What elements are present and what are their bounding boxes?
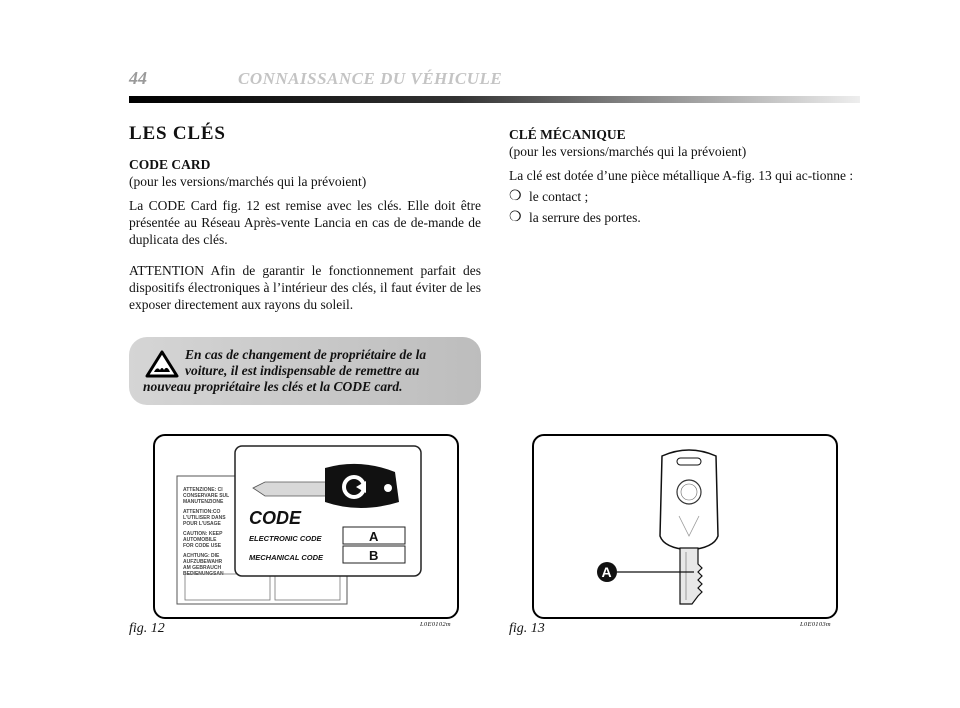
bullet-mark: ❍ — [509, 189, 522, 204]
figure-12-code: L0E0102m — [420, 621, 451, 628]
back-line: L'UTILISER DANS — [183, 515, 226, 521]
page-number: 44 — [129, 68, 147, 88]
warning-triangle-icon — [145, 350, 179, 378]
bullet-text: la serrure des portes. — [529, 210, 641, 225]
mechanical-key-paragraph: La clé est dotée d’une pièce métallique A-fig. 13 qui ac-tionne : — [509, 168, 854, 183]
back-line: MANUTENZIONE — [183, 499, 224, 505]
list-item — [509, 188, 859, 205]
figure-12-label: fig. 12 — [129, 621, 165, 636]
code-card-illustration — [155, 436, 457, 617]
chapter-title: CONNAISSANCE DU VÉHICULE — [238, 69, 503, 88]
back-line: POUR L'USAGE — [183, 521, 221, 527]
mechanical-key-note: (pour les versions/marchés qui la prévoient) — [509, 144, 747, 159]
back-line: AUTOMOBILE — [183, 537, 217, 543]
figure-13-code: L0E0103m — [800, 621, 831, 628]
code-card-heading: CODE CARD — [129, 157, 211, 172]
section-heading: LES CLÉS — [129, 123, 226, 144]
back-line: FOR CODE USE — [183, 543, 222, 549]
warning-box — [129, 337, 481, 405]
back-line: BEDIENUNGSAN — [183, 571, 224, 577]
back-line: AM GEBRAUCH — [183, 565, 222, 571]
back-line: CONSERVARE SUL — [183, 493, 230, 499]
warning-text — [143, 347, 469, 395]
electronic-code-letter: A — [369, 529, 379, 544]
warning-line-1: En cas de changement de propriétaire de la — [185, 347, 427, 362]
bullet-text: le contact ; — [529, 189, 589, 204]
warning-line-2: voiture, il est indispensable de remettre au — [185, 363, 420, 378]
left-column — [129, 156, 481, 313]
right-column — [509, 126, 859, 226]
figure-13-label: fig. 13 — [509, 621, 545, 636]
code-card-paragraph: La CODE Card fig. 12 est remise avec les clés. Elle doit être présentée au Réseau Après-vente Lancia en cas de de-mande de duplicata des clés. — [129, 198, 481, 247]
marker-a-label: A — [601, 564, 612, 580]
mechanical-code-label: MECHANICAL CODE — [249, 553, 324, 562]
figure-12-frame — [153, 434, 459, 619]
list-item — [509, 209, 859, 226]
mechanical-code-letter: B — [369, 548, 379, 563]
warning-line-3: nouveau propriétaire les clés et la CODE card. — [143, 379, 403, 394]
back-line: ATTENZIONE: CI — [183, 487, 223, 493]
back-line: CAUTION: KEEP — [183, 531, 223, 537]
mechanical-key-illustration — [534, 436, 836, 617]
attention-paragraph: ATTENTION Afin de garantir le fonctionnement parfait des dispositifs électroniques à l’intérieur des clés, il faut éviter de les exposer directement aux rayons du soleil. — [129, 263, 481, 312]
back-line: AUFZUBEWAHR — [183, 559, 223, 565]
back-line: ATTENTION:CO — [183, 509, 221, 515]
mechanical-key-heading: CLÉ MÉCANIQUE — [509, 127, 626, 142]
back-line: ACHTUNG: DIE — [183, 553, 220, 559]
code-card-note: (pour les versions/marchés qui la prévoient) — [129, 174, 367, 189]
figure-13-frame — [532, 434, 838, 619]
bullet-mark: ❍ — [509, 210, 522, 225]
electronic-code-label: ELECTRONIC CODE — [249, 534, 322, 543]
header-rule — [129, 96, 860, 103]
card-title: CODE — [249, 508, 302, 528]
